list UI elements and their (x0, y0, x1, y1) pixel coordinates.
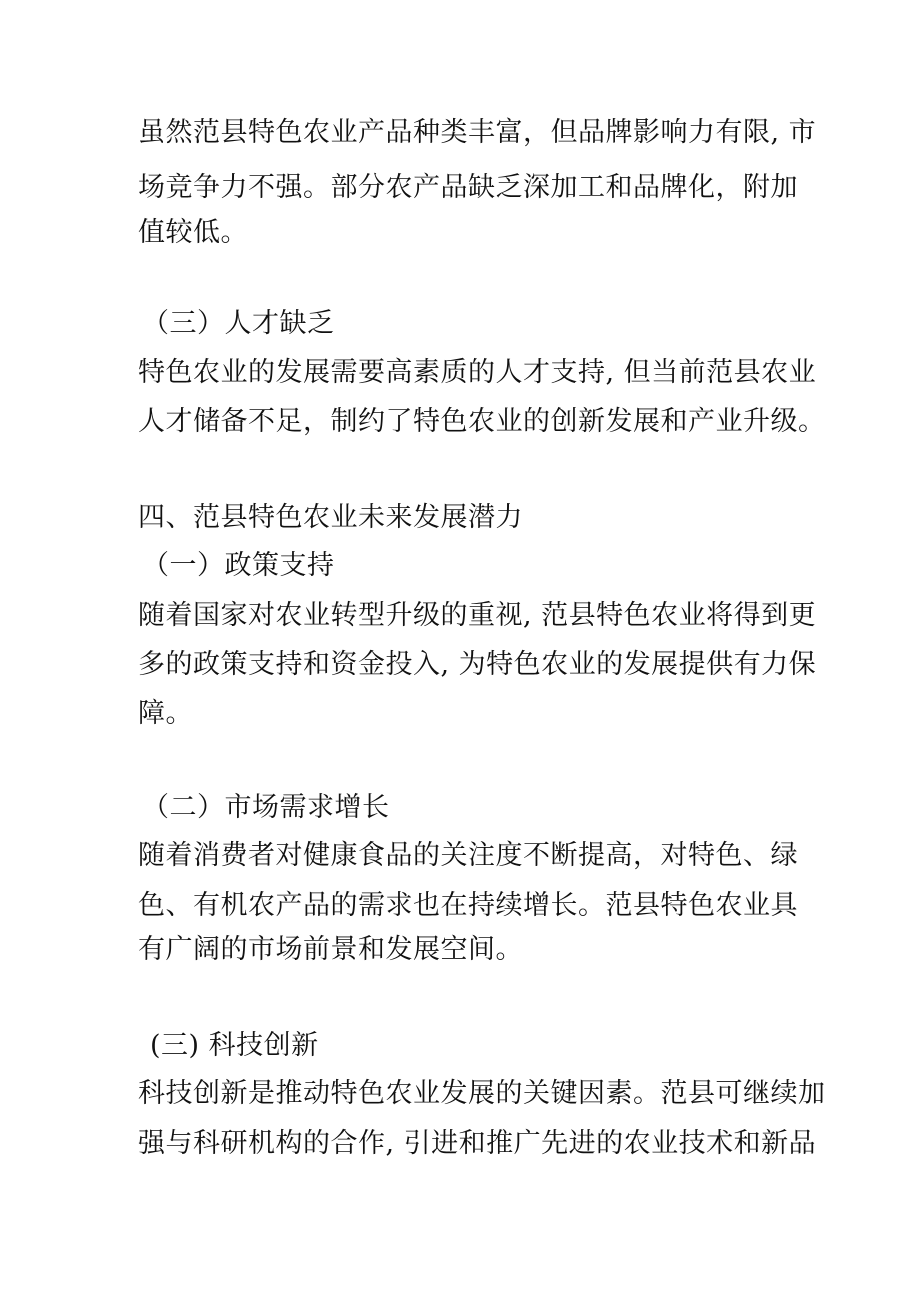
subsection-heading-market: （二）市场需求增长 (142, 792, 390, 823)
section-heading: 四、范县特色农业未来发展潜力 (138, 502, 523, 533)
paragraph-line: 人才储备不足，制约了特色农业的创新发展和产业升级。 (138, 406, 826, 437)
paragraph-line: 随着消费者对健康食品的关注度不断提高，对特色、绿 (138, 840, 798, 871)
paragraph-line: 虽然范县特色农业产品种类丰富，但品牌影响力有限, 市 (138, 117, 817, 148)
paragraph-line: 障。 (138, 698, 193, 729)
subsection-heading-tech: (三) 科技创新 (150, 1030, 319, 1061)
subsection-heading-policy: （一）政策支持 (142, 550, 335, 581)
paragraph-line: 多的政策支持和资金投入, 为特色农业的发展提供有力保 (138, 649, 817, 680)
paragraph-line: 值较低。 (138, 217, 248, 248)
subsection-heading-talent: （三）人才缺乏 (142, 308, 335, 339)
paragraph-line: 特色农业的发展需要高素质的人才支持, 但当前范县农业 (138, 357, 817, 388)
paragraph-line: 有广阔的市场前景和发展空间。 (138, 934, 523, 965)
paragraph-line: 色、有机农产品的需求也在持续增长。范县特色农业具 (138, 890, 798, 921)
paragraph-line: 场竞争力不强。部分农产品缺乏深加工和品牌化，附加 (138, 172, 798, 203)
paragraph-line: 科技创新是推动特色农业发展的关键因素。范县可继续加 (138, 1078, 826, 1109)
paragraph-line: 随着国家对农业转型升级的重视, 范县特色农业将得到更 (138, 600, 817, 631)
paragraph-line: 强与科研机构的合作, 引进和推广先进的农业技术和新品 (138, 1128, 817, 1159)
